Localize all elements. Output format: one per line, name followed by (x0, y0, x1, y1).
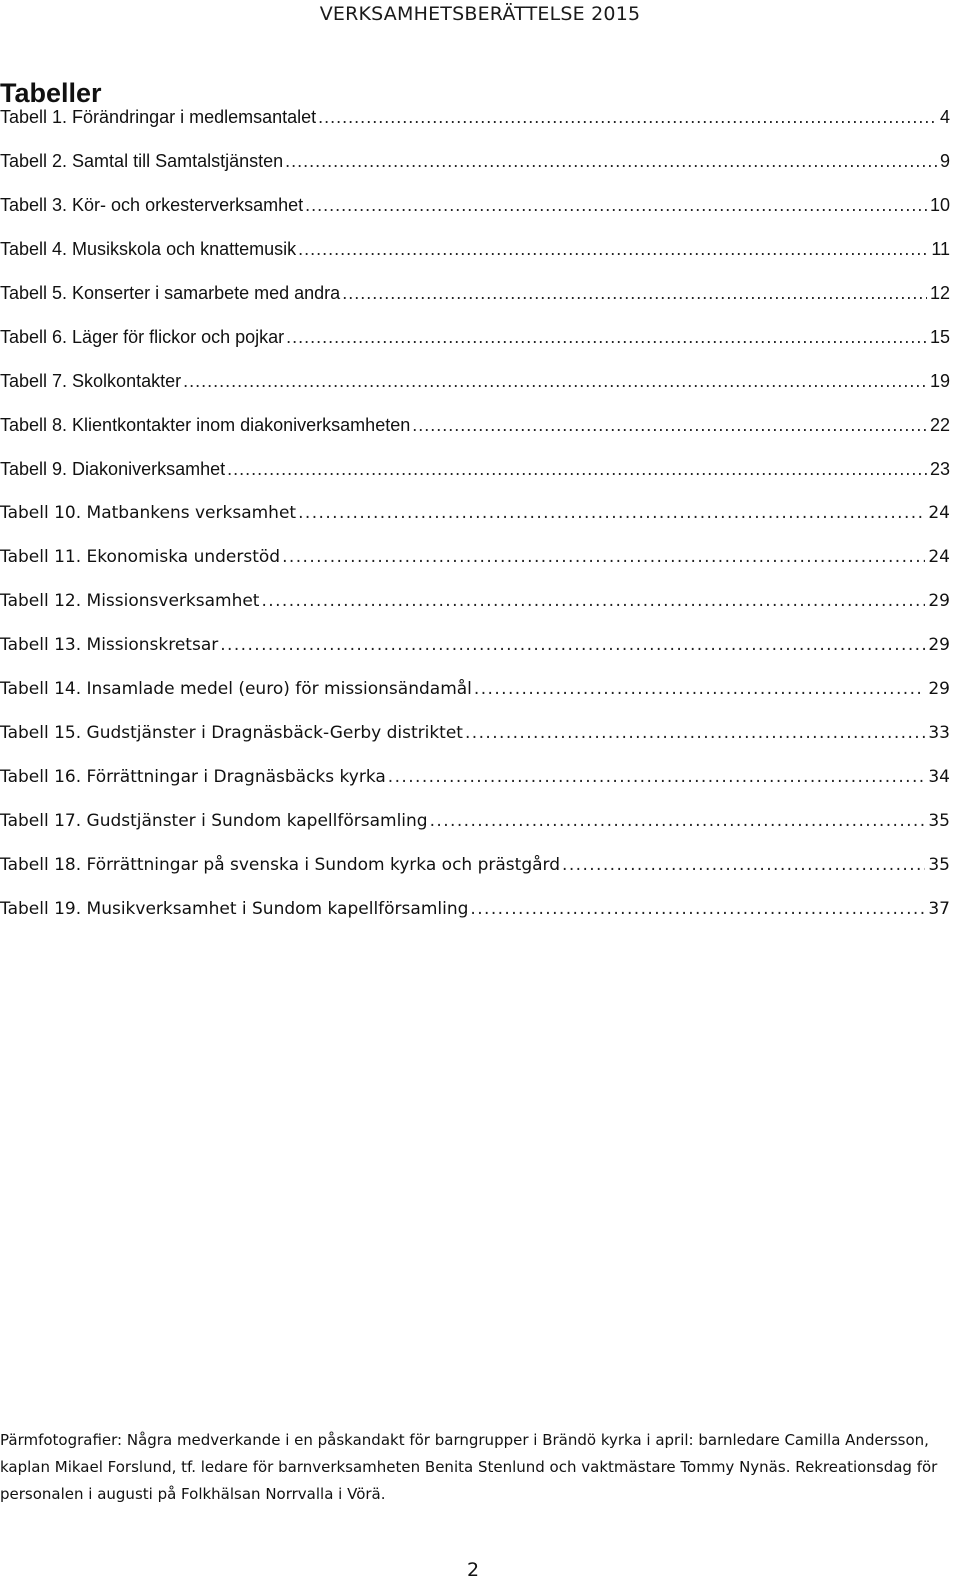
toc-leader-dots (465, 721, 925, 745)
toc-leader-dots (298, 501, 925, 525)
toc-entry[interactable] (0, 105, 950, 129)
toc-entry-label: Tabell 9. Diakoniverksamhet (0, 459, 226, 479)
toc-leader-dots (430, 809, 926, 833)
toc-leader-dots (282, 545, 925, 569)
toc-entry-page: 4 (939, 107, 950, 127)
toc-entry-label: Tabell 10. Matbankens verksamhet (0, 503, 297, 523)
toc-entry-page: 12 (929, 283, 950, 303)
toc-entry-label: Tabell 1. Förändringar i medlemsantalet (0, 107, 317, 127)
toc-leader-dots (562, 853, 925, 877)
toc-entry[interactable] (0, 677, 950, 701)
toc-entry[interactable] (0, 765, 950, 789)
toc-entry-page: 29 (928, 635, 950, 655)
toc-entry-page: 35 (928, 855, 950, 875)
toc-entry[interactable] (0, 457, 950, 481)
toc-entry-label: Tabell 17. Gudstjänster i Sundom kapellförsamling (0, 811, 428, 831)
toc-entry[interactable] (0, 501, 950, 525)
toc-leader-dots (227, 457, 927, 481)
toc-entry-page: 29 (928, 679, 950, 699)
toc-entry[interactable] (0, 589, 950, 613)
toc-entry-label: Tabell 5. Konserter i samarbete med andra (0, 283, 341, 303)
toc-entry-label: Tabell 2. Samtal till Samtalstjänsten (0, 151, 284, 171)
toc-leader-dots (261, 589, 925, 613)
toc-entry-label: Tabell 15. Gudstjänster i Dragnäsbäck-Gerby distriktet (0, 723, 463, 743)
toc-leader-dots (298, 237, 928, 261)
toc-leader-dots (342, 281, 927, 305)
toc-entry-label: Tabell 3. Kör- och orkesterverksamhet (0, 195, 304, 215)
toc-entry-page: 37 (928, 899, 950, 919)
toc-leader-dots (183, 369, 927, 393)
toc-entry-label: Tabell 11. Ekonomiska understöd (0, 547, 281, 567)
page-title: Tabeller (0, 78, 102, 108)
toc-entry[interactable] (0, 809, 950, 833)
toc-entry-label: Tabell 19. Musikverksamhet i Sundom kapellförsamling (0, 899, 469, 919)
toc-entry-page: 15 (929, 327, 950, 347)
toc-entry[interactable] (0, 325, 950, 349)
toc-entry-page: 33 (928, 723, 950, 743)
toc-entry-page: 11 (931, 239, 950, 259)
toc-leader-dots (318, 105, 937, 129)
toc-entry[interactable] (0, 369, 950, 393)
toc-entry[interactable] (0, 413, 950, 437)
toc-entry-label: Tabell 14. Insamlade medel (euro) för missionsändamål (0, 679, 472, 699)
toc-entry-label: Tabell 6. Läger för flickor och pojkar (0, 327, 285, 347)
toc-entry-page: 24 (928, 547, 950, 567)
toc-entry[interactable] (0, 721, 950, 745)
toc-leader-dots (474, 677, 925, 701)
toc-entry[interactable] (0, 149, 950, 173)
toc-entry-label: Tabell 18. Förrättningar på svenska i Sundom kyrka och prästgård (0, 855, 561, 875)
toc-entry-label: Tabell 13. Missionskretsar (0, 635, 219, 655)
running-header: VERKSAMHETSBERÄTTELSE 2015 (319, 3, 641, 25)
toc-leader-dots (220, 633, 925, 657)
toc-entry-label: Tabell 16. Förrättningar i Dragnäsbäcks kyrka (0, 767, 386, 787)
toc-entry-label: Tabell 7. Skolkontakter (0, 371, 182, 391)
toc-entry-label: Tabell 12. Missionsverksamhet (0, 591, 260, 611)
toc-leader-dots (285, 149, 937, 173)
toc-entry[interactable] (0, 281, 950, 305)
toc-leader-dots (305, 193, 927, 217)
toc-entry-page: 10 (929, 195, 950, 215)
toc-entry-page: 24 (928, 503, 950, 523)
toc-entry-page: 19 (929, 371, 950, 391)
toc-entry-page: 22 (929, 415, 950, 435)
toc-leader-dots (388, 765, 926, 789)
toc-entry[interactable] (0, 897, 950, 921)
toc-entry-page: 29 (928, 591, 950, 611)
toc-entry-page: 9 (939, 151, 950, 171)
toc-entry-label: Tabell 8. Klientkontakter inom diakoniverksamheten (0, 415, 411, 435)
toc-leader-dots (412, 413, 927, 437)
toc-entry-label: Tabell 4. Musikskola och knattemusik (0, 239, 297, 259)
toc-entry[interactable] (0, 633, 950, 657)
cover-photo-caption: Pärmfotografier: Några medverkande i en påskandakt för barngrupper i Brändö kyrka i april: barnledare Camilla Andersson, kaplan Mikael Forslund, tf. ledare för barnverksamheten Benita Stenlund och vaktmästare Tommy Nynäs. Rekreationsdag för personalen i augusti på Folkhälsan Norrvalla i Vörä. (0, 1431, 938, 1503)
toc-entry-page: 34 (928, 767, 950, 787)
toc-entry[interactable] (0, 853, 950, 877)
toc-entry[interactable] (0, 545, 950, 569)
toc-entry[interactable] (0, 237, 950, 261)
toc-leader-dots (470, 897, 925, 921)
toc-entry-page: 35 (928, 811, 950, 831)
toc-leader-dots (286, 325, 927, 349)
toc-entry-page: 23 (929, 459, 950, 479)
page-number: 2 (466, 1559, 480, 1581)
toc-entry[interactable] (0, 193, 950, 217)
